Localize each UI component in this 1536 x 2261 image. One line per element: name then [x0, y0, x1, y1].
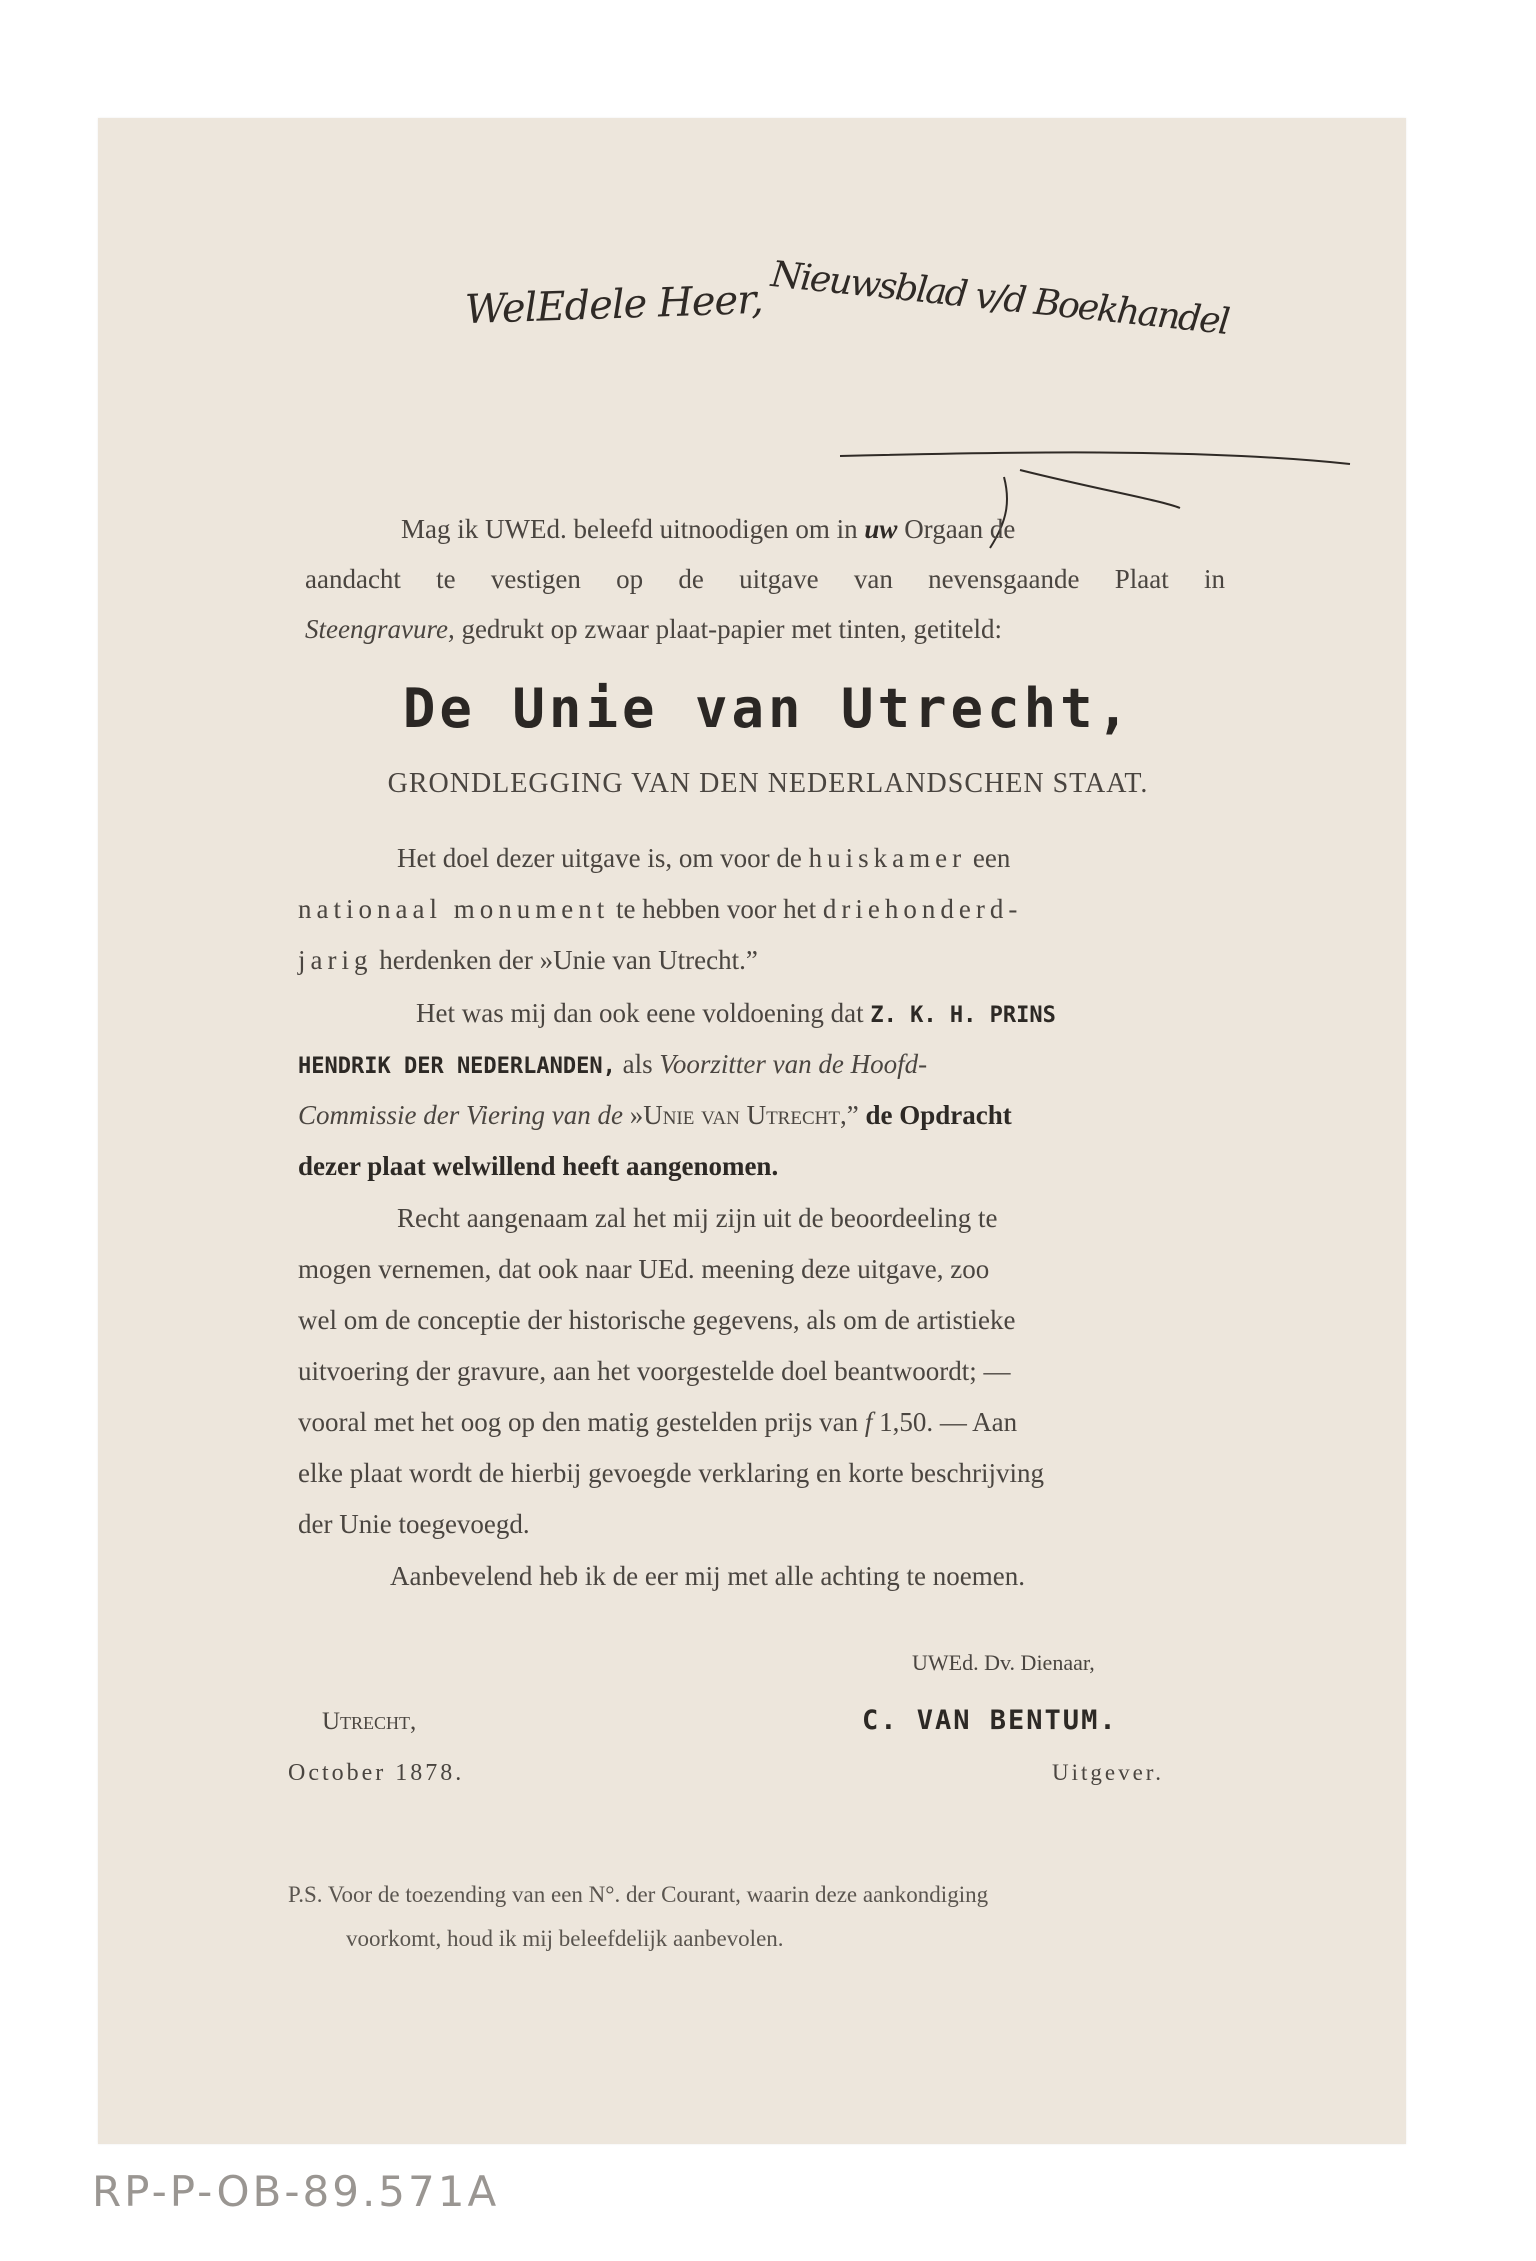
para1-huiskamer: huiskamer	[808, 843, 967, 873]
handwritten-salutation: WelEdele Heer,	[464, 276, 764, 334]
opdracht-text: de Opdracht	[865, 1100, 1012, 1130]
para3-line-7: der Unie toegevoegd.	[298, 1509, 530, 1539]
para2-line-1	[416, 998, 1056, 1029]
florin-sign: f	[864, 1407, 873, 1437]
para2-line-2	[298, 1049, 927, 1080]
para3-line-3: wel om de conceptie der historische gegevens, als om de artistieke	[298, 1305, 1016, 1335]
para3-line-2: mogen vernemen, dat ook naar UEd. meening deze uitgave, zoo	[298, 1254, 990, 1284]
print-subtitle: GRONDLEGGING VAN DEN NEDERLANDSCHEN STAAT.	[387, 768, 1149, 799]
intro-line-3	[305, 614, 1002, 645]
para3-line-4: uitvoering der gravure, aan het voorgestelde doel beantwoordt; —	[298, 1356, 1011, 1386]
intro-text-3b: gedrukt op zwaar plaat-papier met tinten, getiteld:	[461, 614, 1002, 644]
para1-text-3b: herdenken der »Unie van Utrecht.”	[379, 945, 758, 975]
para2-text-1a: Het was mij dan ook eene voldoening dat	[416, 998, 864, 1028]
unie-ref: »Unie van Utrecht,”	[629, 1100, 859, 1130]
price-text: 1,50. — Aan	[879, 1407, 1018, 1437]
para3-line-1: Recht aangenaam zal het mij zijn uit de beoordeeling te	[397, 1203, 998, 1233]
servant-line: UWEd. Dv. Dienaar,	[912, 1650, 1095, 1675]
handwritten-correction: uw	[864, 514, 898, 544]
place-line: Utrecht,	[322, 1708, 417, 1735]
para1-jarig: jarig	[298, 945, 373, 975]
intro-line-2: aandacht te vestigen op de uitgave van nevensgaande Plaat in	[305, 564, 1225, 594]
intro-text-1c: Orgaan de	[904, 514, 1016, 544]
para3-line-5	[298, 1407, 1017, 1438]
print-title: De Unie van Utrecht,	[402, 677, 1134, 740]
publisher-name: C. VAN BENTUM.	[862, 1705, 1118, 1736]
intro-line-1	[401, 514, 1015, 545]
para3-line-6: elke plaat wordt de hierbij gevoegde verklaring en korte beschrijving	[298, 1458, 1044, 1488]
para2-line-4: dezer plaat welwillend heeft aangenomen.	[298, 1151, 779, 1181]
para2-text-2b: als	[622, 1049, 653, 1079]
accession-number: RP-P-OB-89.571A	[92, 2167, 500, 2216]
prince-name: HENDRIK DER NEDERLANDEN,	[298, 1054, 616, 1079]
closing-line: Aanbevelend heb ik de eer mij met alle achting te noemen.	[390, 1561, 1026, 1591]
para1-line-3	[298, 945, 758, 976]
postscript-line-2: voorkomt, houd ik mij beleefdelijk aanbevolen.	[346, 1926, 784, 1951]
para1-monument: nationaal monument	[298, 894, 610, 924]
commissie-title: Commissie der Viering van de	[298, 1100, 623, 1130]
handwritten-recipient: Nieuwsblad v/d Boekhandel	[769, 254, 1231, 343]
para1-line-1	[397, 843, 1010, 874]
voorzitter-title: Voorzitter van de Hoofd-	[659, 1049, 928, 1079]
prince-title: Z. K. H. PRINS	[870, 1003, 1056, 1028]
para1-line-2	[298, 894, 1022, 925]
para2-line-3	[298, 1100, 1012, 1131]
publisher-role: Uitgever.	[1052, 1760, 1164, 1785]
para1-text-c: een	[972, 843, 1011, 873]
intro-text-1a: Mag ik UWEd. beleefd uitnoodigen om in	[401, 514, 858, 544]
postscript-line-1: P.S. Voor de toezending van een N°. der Courant, waarin deze aankondiging	[288, 1882, 989, 1907]
para1-driehonderd: driehonderd-	[822, 894, 1023, 924]
steengravure-term: Steengravure,	[305, 614, 455, 644]
para1-text-2b: te hebben voor het	[615, 894, 817, 924]
para3-text-5a: vooral met het oog op den matig gestelden prijs van	[298, 1407, 859, 1437]
para1-text-a: Het doel dezer uitgave is, om voor de	[397, 843, 802, 873]
date-line: October 1878.	[288, 1760, 465, 1786]
